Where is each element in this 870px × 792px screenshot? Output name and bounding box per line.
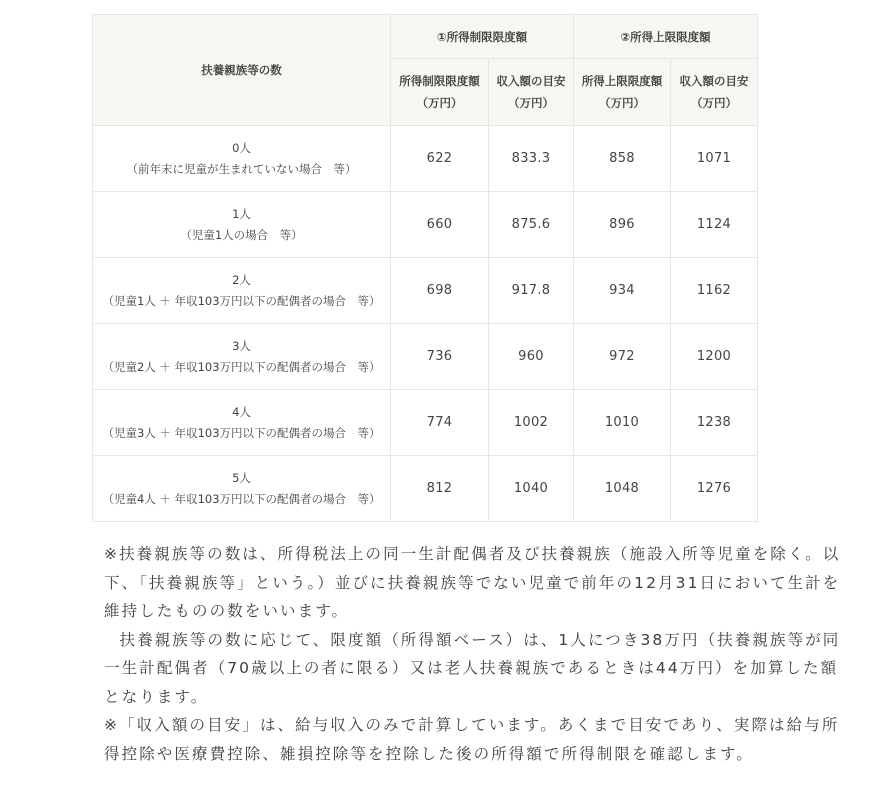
upper-limit-cell: 1048 [574,456,671,522]
upper-limit-cell: 896 [574,192,671,258]
income-limit-salary-cell: 1002 [489,390,574,456]
family-count: 4人 [232,404,251,419]
table-row [93,258,758,324]
family-detail: （児童3人 ＋ 年収103万円以下の配偶者の場合 等） [102,425,381,440]
header-upper-limit [574,59,671,126]
notes-section [104,540,844,768]
family-count-cell [93,324,391,390]
upper-limit-salary-cell: 1071 [671,126,758,192]
upper-limit-salary-cell: 1238 [671,390,758,456]
family-count-cell [93,258,391,324]
header-label: 所得上限限度額 [581,74,663,88]
family-count: 2人 [232,272,251,287]
family-detail: （児童1人の場合 等） [180,227,303,242]
upper-limit-salary-cell: 1200 [671,324,758,390]
table-row [93,390,758,456]
income-limit-cell: 622 [391,126,489,192]
income-limit-cell: 736 [391,324,489,390]
income-limit-salary-cell: 833.3 [489,126,574,192]
note-family-definition: ※扶養親族等の数は、所得税法上の同一生計配偶者及び扶養親族（施設入所等児童を除く。以下、「扶養親族等」という。）並びに扶養親族等でない児童で前年の12月31日において生計を維持したものの数をいいます。 [104,545,841,620]
header-label: 収入額の目安 [496,74,566,88]
upper-limit-salary-cell: 1276 [671,456,758,522]
income-limit-table-container [92,14,758,522]
header-label: 収入額の目安 [679,74,749,88]
header-row-groups [93,15,758,59]
family-detail: （児童2人 ＋ 年収103万円以下の配偶者の場合 等） [102,359,381,374]
table-row [93,192,758,258]
family-count-cell [93,456,391,522]
header-family-count: 扶養親族等の数 [93,15,391,126]
header-upper-limit-salary [671,59,758,126]
upper-limit-cell: 972 [574,324,671,390]
income-limit-salary-cell: 875.6 [489,192,574,258]
income-limit-cell: 660 [391,192,489,258]
family-count-cell [93,126,391,192]
family-count-cell [93,192,391,258]
upper-limit-salary-cell: 1124 [671,192,758,258]
family-count-cell [93,390,391,456]
upper-limit-cell: 934 [574,258,671,324]
header-group-upper-limit: ②所得上限限度額 [574,15,758,59]
header-income-limit [391,59,489,126]
income-limit-salary-cell: 960 [489,324,574,390]
income-limit-cell: 812 [391,456,489,522]
table-row [93,324,758,390]
family-count: 0人 [232,140,251,155]
header-unit: （万円） [416,96,463,110]
table-row [93,456,758,522]
family-count: 1人 [232,206,251,221]
family-count: 5人 [232,470,251,485]
header-income-limit-salary [489,59,574,126]
note-income-estimate: ※「収入額の目安」は、給与収入のみで計算しています。あくまで目安であり、実際は給与所得控除や医療費控除、雑損控除等を控除した後の所得額で所得制限を確認します。 [104,716,840,763]
note-limit-addition: 扶養親族等の数に応じて、限度額（所得額ベース）は、1人につき38万円（扶養親族等が同一生計配偶者（70歳以上の者に限る）又は老人扶養親族であるときは44万円）を加算した額となります。 [104,630,841,706]
family-detail: （前年末に児童が生まれていない場合 等） [126,161,357,176]
header-unit: （万円） [508,96,554,110]
upper-limit-salary-cell: 1162 [671,258,758,324]
table-row [93,126,758,192]
header-unit: （万円） [599,96,645,110]
upper-limit-cell: 858 [574,126,671,192]
header-group-income-limit: ①所得制限限度額 [391,15,574,59]
income-limit-salary-cell: 1040 [489,456,574,522]
family-detail: （児童4人 ＋ 年収103万円以下の配偶者の場合 等） [102,491,381,506]
family-detail: （児童1人 ＋ 年収103万円以下の配偶者の場合 等） [102,293,381,308]
income-limit-salary-cell: 917.8 [489,258,574,324]
income-limit-cell: 774 [391,390,489,456]
family-count: 3人 [232,338,251,353]
income-limit-cell: 698 [391,258,489,324]
income-limit-table [92,14,758,522]
header-label: 所得制限限度額 [399,74,480,88]
upper-limit-cell: 1010 [574,390,671,456]
header-unit: （万円） [691,96,737,110]
